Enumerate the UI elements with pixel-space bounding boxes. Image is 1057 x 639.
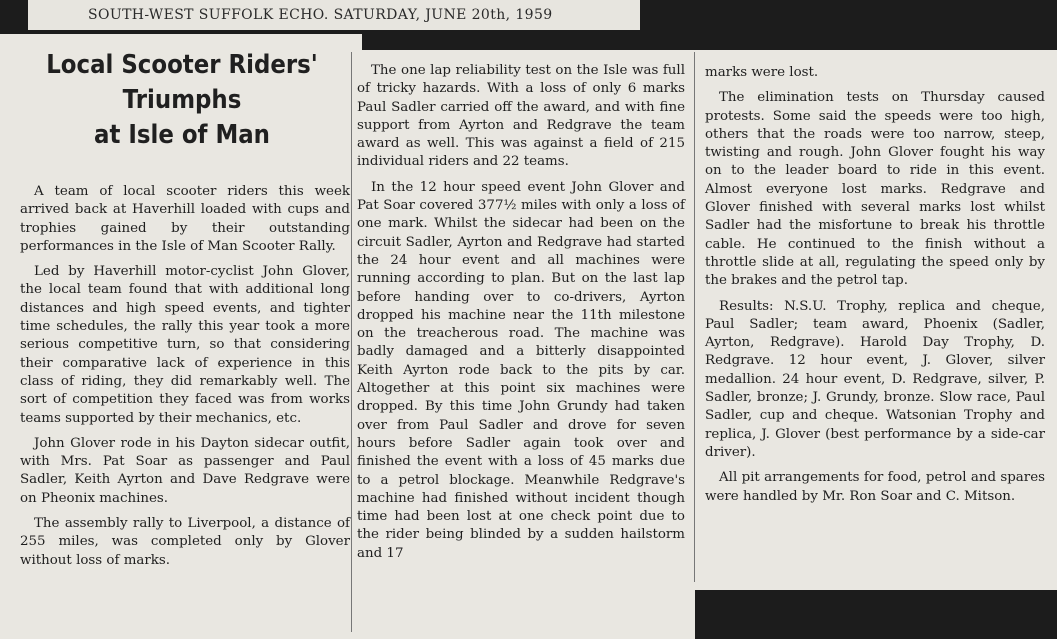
paragraph: Led by Haverhill motor-cyclist John Glover, the local team found that with additional long distances and high speed events, and tighter time schedules, the rally this year took a more serious competitive turn, so that considering their comparative lack of experience in this class of riding, they did remarkably well. The sort of competition they faced was from works teams supported by their mechanics, etc. [20,264,350,426]
paragraph: Results: N.S.U. Trophy, replica and cheque, Paul Sadler; team award, Phoenix (Sadler, Ayrton, Redgrave). Harold Day Trophy, D. Redgrave. 12 hour event, J. Glover, silver medallion. 24 hour event, D. Redgrave, silver, P. Sadler, bronze; J. Grundy, bronze. Slow race, Paul Sadler, cup and cheque. Watsonian Trophy and replica, J. Glover (best performance by a side-car driver). [705,298,1045,460]
masthead-strip [28,0,640,30]
paragraph: The one lap reliability test on the Isle was full of tricky hazards. With a loss of only 6 marks Paul Sadler carried off the award, and with fine support from Ayrton and Redgrave the team award as well. This was against a field of 215 individual riders and 22 teams. [357,63,685,170]
paragraph: All pit arrangements for food, petrol and spares were handled by Mr. Ron Soar and C. Mitson. [705,470,1045,504]
paragraph: marks were lost. [705,65,819,80]
headline-line-2: Triumphs [122,85,242,115]
paragraph: The assembly rally to Liverpool, a distance of 255 miles, was completed only by Glover without loss of marks. [20,516,350,568]
column-rule-1 [351,52,352,632]
article-column-2 [357,62,685,563]
headline-line-1: Local Scooter Riders' [46,50,318,80]
headline [27,48,337,153]
paragraph: John Glover rode in his Dayton sidecar outfit, with Mrs. Pat Soar as passenger and Paul Sadler, Keith Ayrton and Dave Redgrave were on Pheonix machines. [20,435,350,506]
paragraph: In the 12 hour speed event John Glover and Pat Soar covered 377½ miles with only a loss of one mark. Whilst the sidecar had been on the circuit Sadler, Ayrton and Redgrave had started the 24 hour event and all machines were running according to plan. But on the last lap before handing over to co-drivers, Ayrton dropped his machine near the 11th milestone on the treacherous road. The machine was badly damaged and a bitterly disappointed Keith Ayrton rode back to the pits by car. Altogether at this point six machines were dropped. By this time John Grundy had taken over from Paul Sadler and drove for seven hours before Sadler again took over and finished the event with a loss of 45 marks due to a petrol blockage. Meanwhile Redgrave's machine had finished without incident though time had been lost at one check point due to the rider being blinded by a sudden hailstorm and 17 [357,179,685,561]
article-column-3 [705,64,1045,506]
masthead: SOUTH-WEST SUFFOLK ECHO. SATURDAY, JUNE 20th, 1959 [88,7,553,23]
article-column-1 [20,183,350,570]
paragraph: The elimination tests on Thursday caused protests. Some said the speeds were too high, others that the roads were too narrow, steep, twisting and rough. John Glover fought his way on to the leader board to ride in this event. Almost everyone lost marks. Redgrave and Glover finished with several marks lost whilst Sadler had the misfortune to break his throttle cable. He continued to the finish without a throttle slide at all, regulating the speed only by the brakes and the petrol tap. [705,90,1045,289]
paragraph: A team of local scooter riders this week arrived back at Haverhill loaded with cups and trophies gained by their outstanding performances in the Isle of Man Scooter Rally. [20,184,350,254]
headline-line-3: at Isle of Man [94,120,270,150]
column-rule-2 [694,52,695,582]
